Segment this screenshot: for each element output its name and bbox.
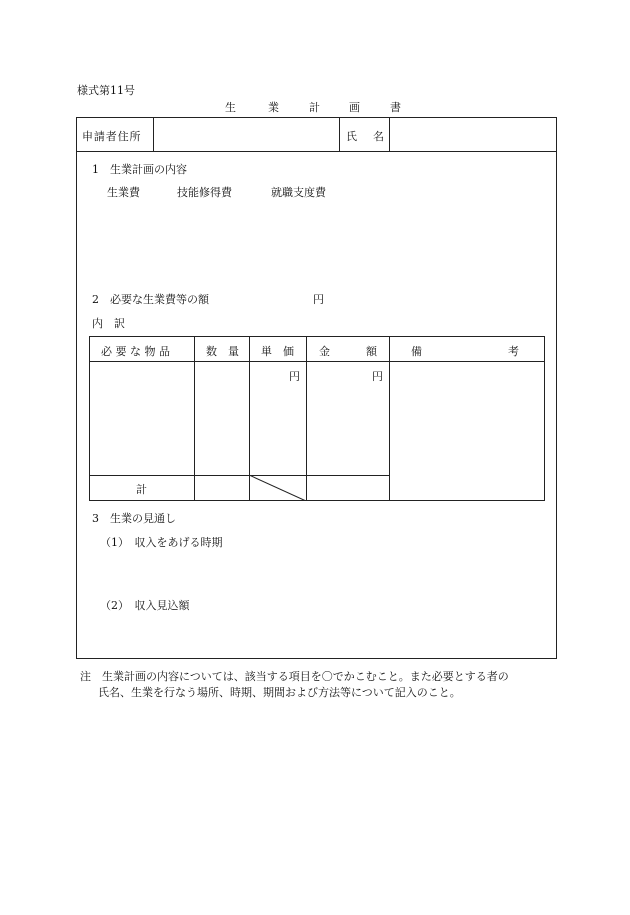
unit-price-yen: 円	[289, 370, 300, 383]
table-total-divider	[89, 475, 389, 476]
applicant-address-field[interactable]	[155, 119, 337, 149]
option-employment-prep-cost[interactable]: 就職支度費	[271, 186, 326, 199]
title-char-5: 書	[390, 101, 401, 114]
col-header-quantity: 数 量	[206, 345, 239, 358]
col-header-remarks-char-2: 考	[508, 345, 519, 358]
table-header-divider	[89, 361, 545, 362]
table-col-divider-4	[389, 336, 390, 501]
header-vline-3	[389, 117, 390, 151]
col-header-unit-price: 単 価	[261, 345, 294, 358]
name-label-char-2: 名	[373, 130, 384, 143]
applicant-address-label: 申請者住所	[82, 130, 142, 143]
breakdown-label: 内 訳	[92, 317, 125, 330]
title-char-4: 画	[349, 101, 360, 114]
option-livelihood-cost[interactable]: 生業費	[107, 186, 140, 199]
total-label: 計	[136, 483, 147, 496]
note-line-2: 氏名、生業を行なう場所、時期、期間および方法等について記入のこと。	[98, 686, 461, 699]
section3-heading: 3 生業の見通し	[92, 512, 176, 525]
col-header-item: 必 要 な 物 品	[101, 345, 170, 358]
header-vline-2	[339, 117, 340, 151]
income-timing-label: （1） 収入をあげる時期	[100, 536, 223, 549]
applicant-name-field[interactable]	[391, 119, 555, 149]
name-label-char-1: 氏	[346, 130, 357, 143]
col-header-amount-char-1: 金	[319, 345, 330, 358]
option-skill-cost[interactable]: 技能修得費	[177, 186, 232, 199]
table-col-divider-1	[194, 336, 195, 501]
section1-heading: 1 生業計画の内容	[92, 163, 187, 176]
form-number: 様式第11号	[77, 84, 135, 97]
note-line-1: 注 生業計画の内容については、該当する項目を〇でかこむこと。また必要とする者の	[80, 670, 509, 683]
col-header-remarks-char-1: 備	[411, 345, 422, 358]
header-divider	[76, 151, 557, 152]
required-amount-yen: 円	[313, 293, 324, 306]
title-char-3: 計	[309, 101, 320, 114]
col-header-amount-char-2: 額	[366, 345, 377, 358]
section2-heading: 2 必要な生業費等の額	[92, 293, 209, 306]
title-char-2: 業	[268, 101, 279, 114]
expected-income-label: （2） 収入見込額	[100, 599, 190, 612]
amount-yen: 円	[372, 370, 383, 383]
title-char-1: 生	[225, 101, 236, 114]
header-vline-1	[153, 117, 154, 151]
unit-price-total-diagonal	[249, 475, 307, 501]
